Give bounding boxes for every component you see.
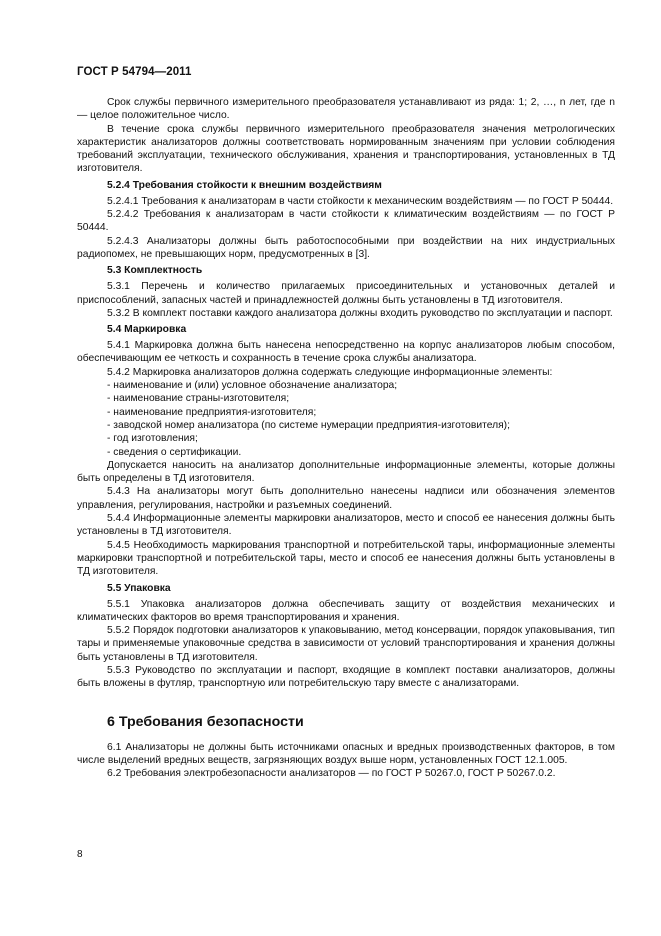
paragraph-6-1: 6.1 Анализаторы не должны быть источниками опасных и вредных производственных факторов, в том числе выделений вредных веществ, загрязняющих воздух выше норм, установленных ГОСТ 12.1.005. — [77, 741, 615, 766]
page-number: 8 — [77, 849, 83, 860]
marking-list — [77, 379, 615, 459]
paragraph-5-2-4-2: 5.2.4.2 Требования к анализаторам в части стойкости к климатическим воздействиям — по ГОСТ Р 50444. — [77, 209, 615, 234]
list-item: - сведения о сертификации. — [107, 446, 242, 458]
paragraph-intro-1: Срок службы первичного измерительного преобразователя устанавливают из ряда: 1; 2, …, n лет, где n — целое положительное число. — [77, 97, 615, 122]
paragraph-5-2-4-3: 5.2.4.3 Анализаторы должны быть работоспособными при воздействии на них индустриальных радиопомех, не превышающих норм, предусмотренных в [3]. — [77, 235, 615, 260]
paragraph-5-4-3: 5.4.3 На анализаторы могут быть дополнительно нанесены надписи или обозначения элементов управления, регулирования, настройки и разъемных соединений. — [77, 486, 615, 511]
paragraph-5-2-4-1: 5.2.4.1 Требования к анализаторам в части стойкости к механическим воздействиям — по ГОСТ Р 50444. — [107, 195, 614, 207]
paragraph-5-4-4: 5.4.4 Информационные элементы маркировки анализаторов, место и способ ее нанесения должны быть установлены в ТД изготовителя. — [77, 513, 615, 538]
list-item: - заводской номер анализатора (по системе нумерации предприятия-изготовителя); — [107, 419, 510, 431]
paragraph-5-5-2: 5.5.2 Порядок подготовки анализаторов к упаковыванию, метод консервации, порядок упаковывания, тип тары и применяемые упаковочные средства в зависимости от условий транспортирования и хранения должны быть установлены в ТД изготовителя. — [77, 625, 615, 663]
list-item: - наименование предприятия-изготовителя; — [107, 406, 317, 418]
paragraph-intro-2: В течение срока службы первичного измерительного преобразователя значения метрологических характеристик анализаторов должны соответствовать нормированным значениям при условии соблюдения требований эксплуатации, технического обслуживания, хранения и транспортирования, установленных в ТД изготовителя. — [77, 123, 615, 175]
section-heading-5-3: 5.3 Комплектность — [107, 265, 203, 277]
paragraph-5-4-1: 5.4.1 Маркировка должна быть нанесена непосредственно на корпус анализаторов любым способом, обеспечивающим ее четкость и сохранность в течение срока службы анализатора. — [77, 340, 615, 365]
document-body — [77, 96, 615, 780]
paragraph-5-3-1: 5.3.1 Перечень и количество прилагаемых присоединительных и установочных деталей и приспособлений, запасных частей и принадлежностей должны быть установлены в ТД изготовителя. — [77, 281, 615, 306]
paragraph-5-5-3: 5.5.3 Руководство по эксплуатации и паспорт, входящие в комплект поставки анализаторов, должны быть вложены в футляр, транспортную или потребительскую тару вместе с анализаторами. — [77, 664, 615, 690]
section-heading-5-5: 5.5 Упаковка — [107, 582, 171, 594]
paragraph-5-3-2: 5.3.2 В комплект поставки каждого анализатора должны входить руководство по эксплуатации и паспорт. — [107, 307, 613, 319]
section-heading-5-4: 5.4 Маркировка — [107, 324, 187, 336]
paragraph-6-2: 6.2 Требования электробезопасности анализаторов — по ГОСТ Р 50267.0, ГОСТ Р 50267.0.2. — [107, 768, 556, 780]
section-heading-6: 6 Требования безопасности — [107, 713, 304, 730]
list-item: - год изготовления; — [107, 433, 198, 445]
paragraph-5-4-2-note: Допускается наносить на анализатор дополнительные информационные элементы, которые должны быть определены в ТД изготовителя. — [77, 459, 615, 485]
list-item: - наименование и (или) условное обозначение анализатора; — [107, 380, 398, 392]
list-item: - наименование страны-изготовителя; — [107, 393, 290, 405]
paragraph-5-4-2: 5.4.2 Маркировка анализаторов должна содержать следующие информационные элементы: — [107, 366, 553, 378]
section-heading-5-2-4: 5.2.4 Требования стойкости к внешним воздействиям — [107, 179, 382, 191]
document-header: ГОСТ Р 54794—2011 — [77, 66, 192, 78]
paragraph-5-4-5: 5.4.5 Необходимость маркирования транспортной и потребительской тары, информационные элементы маркировки транспортной и потребительской тары, место и способ ее нанесения должны быть установлены в ТД изготовителя. — [77, 539, 615, 578]
paragraph-5-5-1: 5.5.1 Упаковка анализаторов должна обеспечивать защиту от воздействия механических и климатических факторов во время транспортирования и хранения. — [77, 598, 615, 623]
